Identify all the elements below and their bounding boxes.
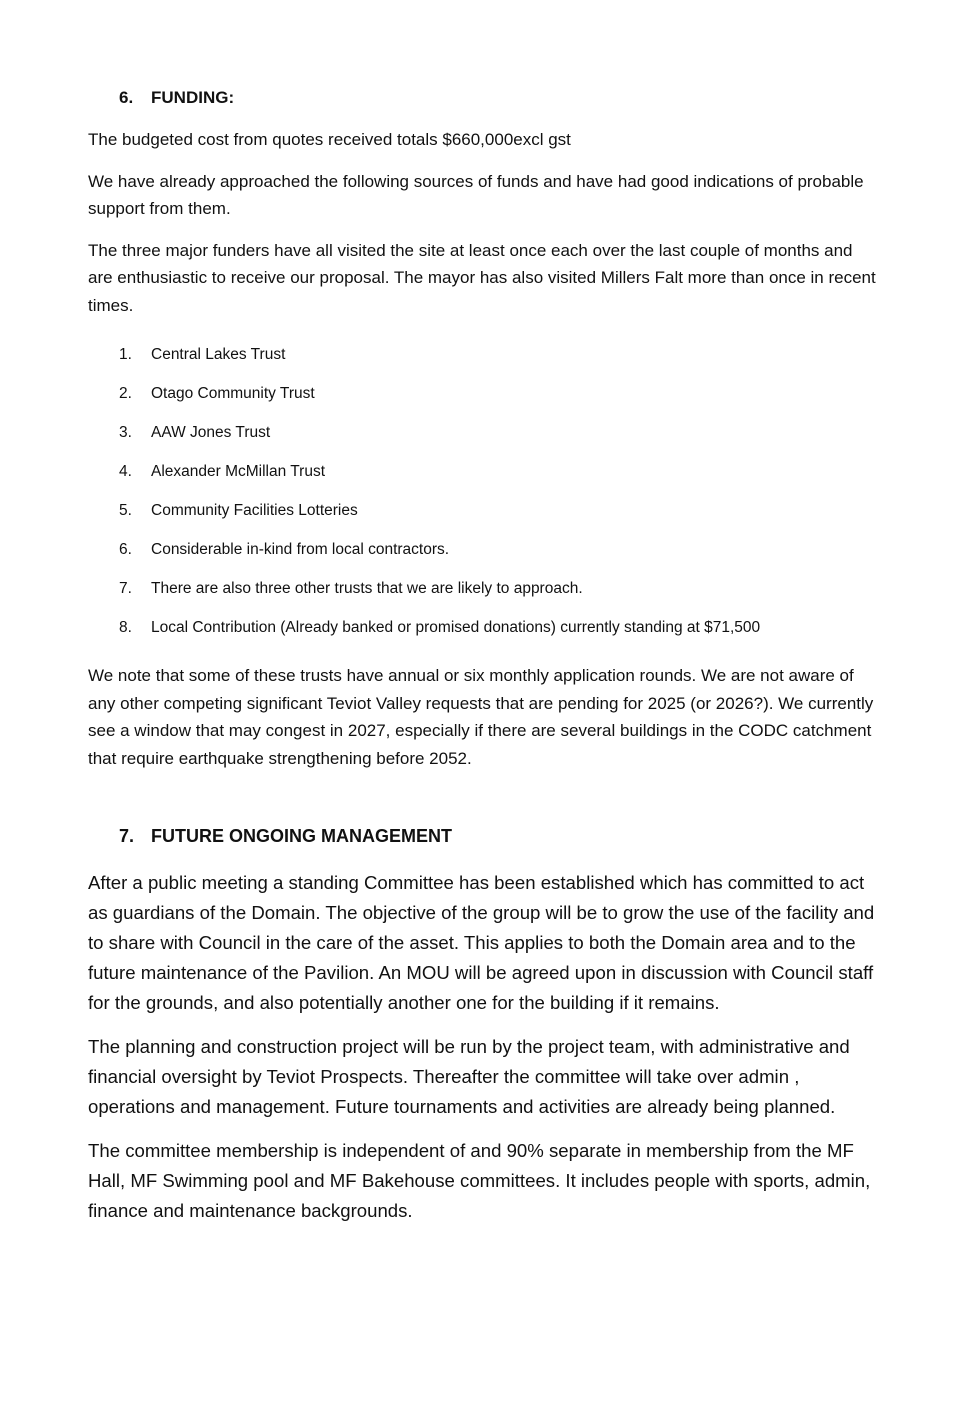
list-item xyxy=(119,618,888,638)
list-item xyxy=(119,501,888,521)
section-6-title: FUNDING: xyxy=(151,88,235,107)
list-item xyxy=(119,423,888,443)
list-item-number: 6. xyxy=(119,541,132,558)
list-item-text: Local Contribution (Already banked or promised donations) currently standing at $71,500 xyxy=(151,619,761,636)
application-rounds-paragraph: We note that some of these trusts have annual or six monthly application rounds. We are not aware of any other competing significant Teviot Valley requests that are pending for 2025 (or 2026?). We currently see a window that may congest in 2027, especially if there are several buildings in the CODC catchment that require earthquake strengthening before 2052. xyxy=(88,666,874,768)
section-7-heading xyxy=(119,824,888,848)
funders-list xyxy=(119,345,888,638)
list-item xyxy=(119,540,888,560)
section-7-number: 7. xyxy=(119,826,135,846)
list-item xyxy=(119,579,888,599)
section-7-title: FUTURE ONGOING MANAGEMENT xyxy=(151,826,452,846)
list-item-text: There are also three other trusts that we are likely to approach. xyxy=(151,580,583,597)
list-item-text: Considerable in-kind from local contractors. xyxy=(151,541,450,558)
list-item xyxy=(119,384,888,404)
list-item-text: Central Lakes Trust xyxy=(151,346,286,363)
list-item-number: 1. xyxy=(119,346,132,363)
list-item xyxy=(119,345,888,365)
list-item-text: Alexander McMillan Trust xyxy=(151,463,326,480)
list-item-number: 7. xyxy=(119,580,132,597)
list-item-number: 3. xyxy=(119,424,132,441)
membership-paragraph: The committee membership is independent of and 90% separate in membership from the MF Hall, MF Swimming pool and MF Bakehouse committees. It includes people with sports, admin, finance and maintenance backgrounds. xyxy=(88,1140,871,1221)
list-item xyxy=(119,462,888,482)
sources-paragraph: We have already approached the following sources of funds and have had good indications of probable support from them. xyxy=(88,171,864,218)
section-6-heading xyxy=(119,86,888,110)
funders-visit-paragraph: The three major funders have all visited the site at least once each over the last couple of months and are enthusiastic to receive our proposal. The mayor has also visited Millers Falt more than once in recent times. xyxy=(88,240,876,315)
section-6-number: 6. xyxy=(119,88,134,107)
budget-paragraph: The budgeted cost from quotes received totals $660,000excl gst xyxy=(88,130,571,149)
list-item-number: 8. xyxy=(119,619,132,636)
planning-paragraph: The planning and construction project will be run by the project team, with administrative and financial oversight by Teviot Prospects. Thereafter the committee will take over admin , operations and management. Future tournaments and activities are already being planned. xyxy=(88,1036,850,1117)
list-item-text: Community Facilities Lotteries xyxy=(151,502,358,519)
committee-paragraph: After a public meeting a standing Committee has been established which has committed to act as guardians of the Domain. The objective of the group will be to grow the use of the facility and to share with Council in the care of the asset. This applies to both the Domain area and to the future maintenance of the Pavilion. An MOU will be agreed upon in discussion with Council staff for the grounds, and also potentially another one for the building if it remains. xyxy=(88,872,875,1013)
list-item-text: AAW Jones Trust xyxy=(151,424,271,441)
list-item-number: 2. xyxy=(119,385,132,402)
list-item-text: Otago Community Trust xyxy=(151,385,315,402)
list-item-number: 4. xyxy=(119,463,132,480)
list-item-number: 5. xyxy=(119,502,132,519)
